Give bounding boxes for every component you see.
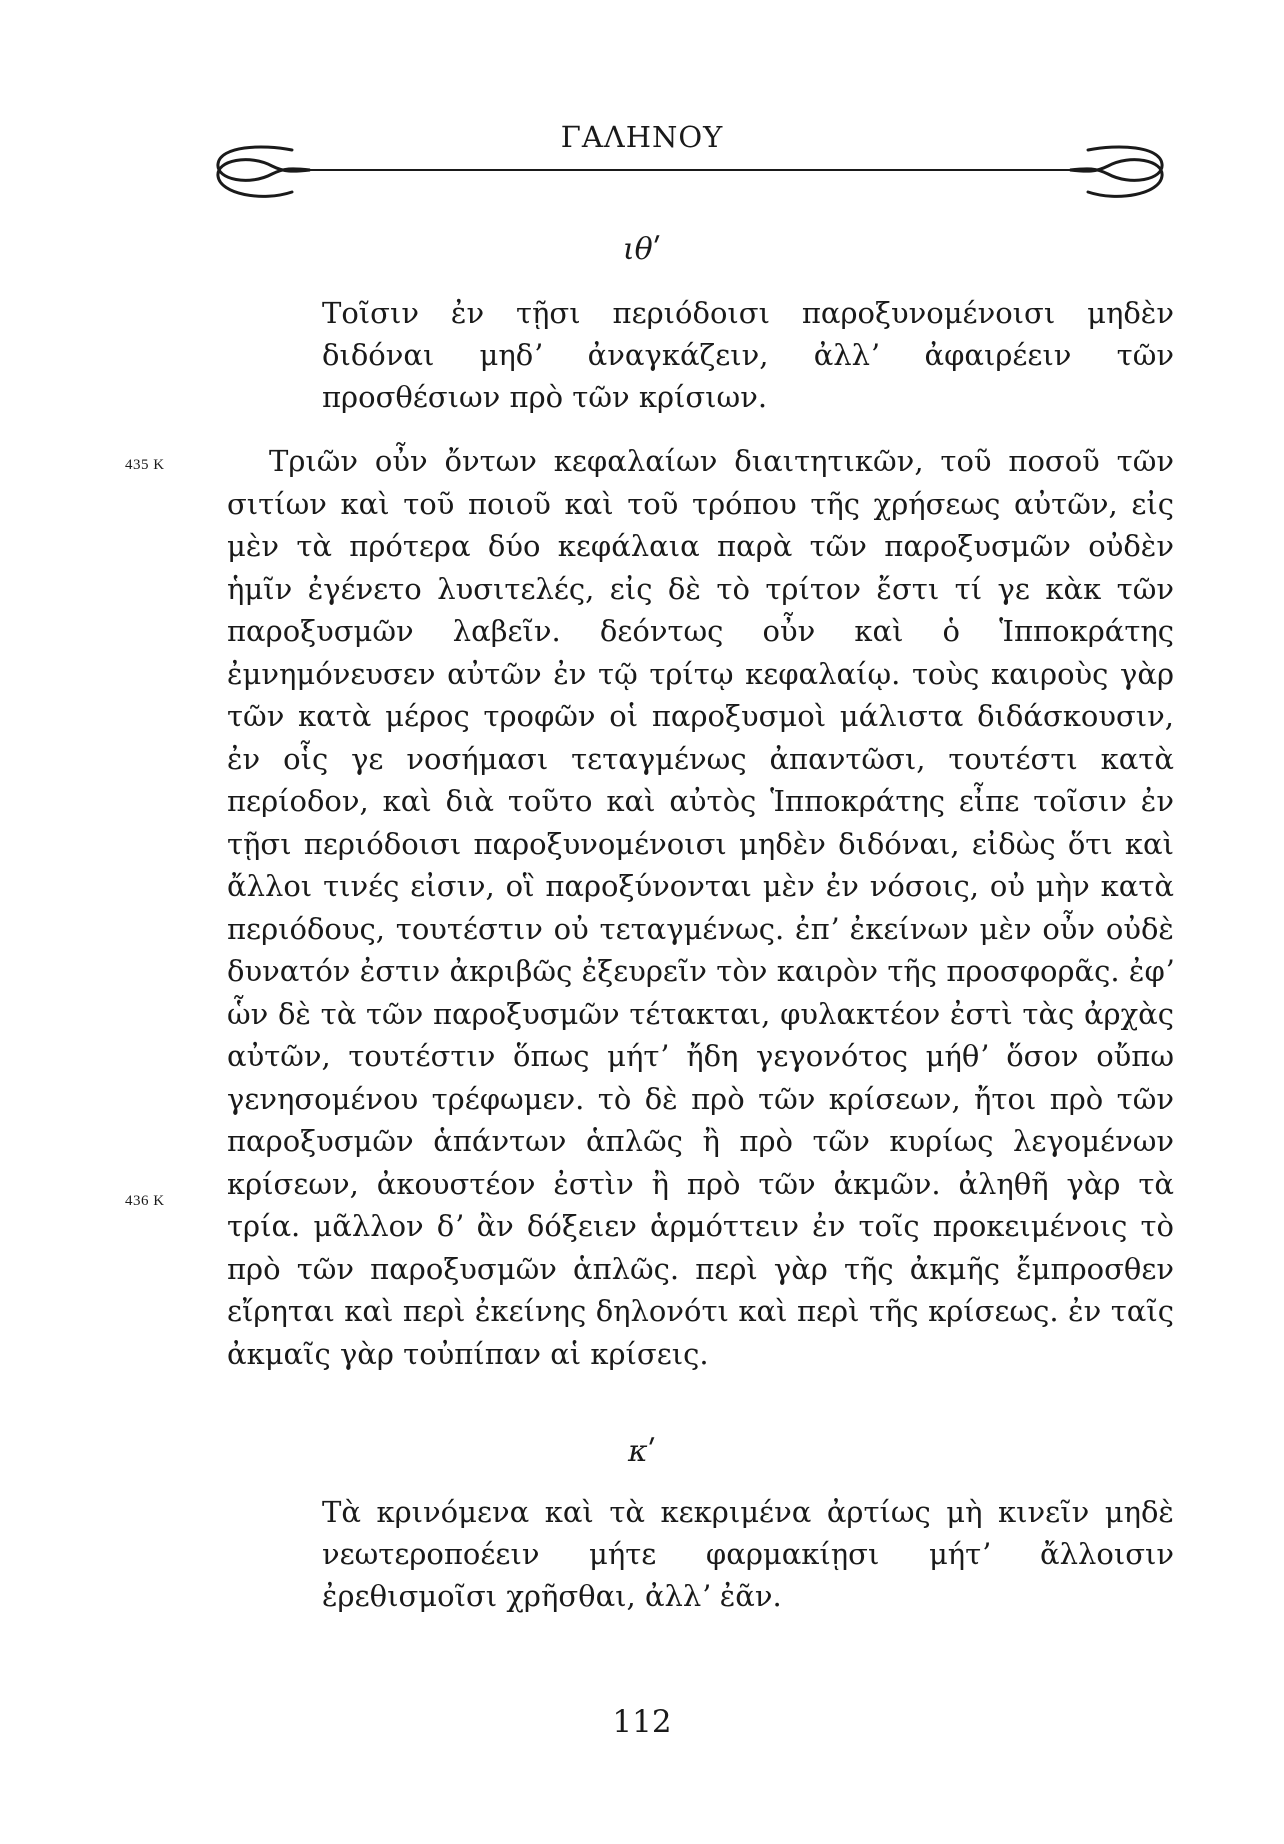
margin-ref-436k: 436 K <box>125 1193 165 1209</box>
commentary-text: Τριῶν οὖν ὄντων κεφαλαίων διαιτητικῶν, τοῦ ποσοῦ τῶν σιτίων καὶ τοῦ ποιοῦ καὶ τοῦ τρόπου τῆς χρήσεως αὐτῶν, εἰς μὲν τὰ πρότερα δύο κεφάλαια παρὰ τῶν παροξυσμῶν οὐδὲν ἡμῖν ἐγένετο λυσιτελές, εἰς δὲ τὸ τρίτον ἔστι τί γε κὰκ τῶν παροξυσμῶν λαβεῖν. δεόντως οὖν καὶ ὁ Ἱπποκράτης ἐμνημόνευσεν αὐτῶν ἐν τῷ τρίτῳ κεφαλαίῳ. τοὺς καιροὺς γὰρ τῶν κατὰ μέρος τροφῶν οἱ παροξυσμοὶ μάλιστα διδάσκουσιν, ἐν οἷς γε νοσήμασι τεταγμένως ἀπαντῶσι, τουτέστι κατὰ περίοδον, καὶ διὰ τοῦτο καὶ αὐτὸς Ἱπποκράτης εἶπε τοῖσιν ἐν τῇσι περιόδοισι παροξυνομένοισι μηδὲν διδόναι, εἰδὼς ὅτι καὶ ἄλλοι τινές εἰσιν, οἳ παροξύνονται μὲν ἐν νόσοις, οὐ μὴν κατὰ περιόδους, τουτέστιν οὐ τεταγμένως. ἐπʼ ἐκείνων μὲν οὖν οὐδὲ δυνατόν ἐστιν ἀκριβῶς ἐξευρεῖν τὸν καιρὸν τῆς προσφορᾶς. ἐφʼ ὧν δὲ τὰ τῶν παροξυσμῶν τέτακται, φυλακτέον ἐστὶ τὰς ἀρχὰς αὐτῶν, τουτέστιν ὅπως μήτʼ ἤδη γεγονότος μήθʼ ὅσον οὔπω γενησομένου τρέφωμεν. τὸ δὲ πρὸ τῶν κρίσεων, ἤτοι πρὸ τῶν παροξυσμῶν ἁπάντων ἁπλῶς ἢ πρὸ τῶν κυρίως λεγομένων κρίσεων, ἀκουστέον ἐστὶν ἢ πρὸ τῶν ἀκμῶν. ἀληθῆ γὰρ τὰ τρία. μᾶλλον δʼ ἂν δόξειεν ἁρμόττειν ἐν τοῖς προκειμένοις τὸ πρὸ τῶν παροξυσμῶν ἁπλῶς. περὶ γὰρ τῆς ἀκμῆς ἔμπροσθεν εἴρηται καὶ περὶ ἐκείνης δηλονότι καὶ περὶ τῆς κρίσεως. ἐν ταῖς ἀκμαῖς γὰρ τοὐπίπαν αἱ κρίσεις. <box>227 444 1174 1371</box>
lemma-19: Τοῖσιν ἐν τῇσι περιόδοισι παροξυνομένοισι μηδὲν διδόναι μηδʼ ἀναγκάζειν, ἀλλʼ ἀφαιρέειν τῶν προσθέσιων πρὸ τῶν κρίσιων. <box>322 296 1174 414</box>
header-title: ΓΑΛΗΝΟΥ <box>560 120 724 154</box>
section-number-19: ιθʹ <box>622 232 662 267</box>
lemma-20: Τὰ κρινόμενα καὶ τὰ κεκριμένα ἀρτίως μὴ κινεῖν μηδὲ νεωτεροποέειν μήτε φαρμακίῃσι μήτʼ ἄλλοισιν ἐρεθισμοῖσι χρῆσθαι, ἀλλʼ ἐᾶν. <box>322 1495 1174 1613</box>
page-number: 112 <box>612 1704 672 1740</box>
section-number-20: κʹ <box>627 1434 657 1469</box>
left-flourish-icon <box>218 147 310 196</box>
margin-ref-435k: 435 K <box>125 457 165 473</box>
header-ornament-rule <box>210 140 1170 208</box>
right-flourish-icon <box>1070 147 1162 196</box>
